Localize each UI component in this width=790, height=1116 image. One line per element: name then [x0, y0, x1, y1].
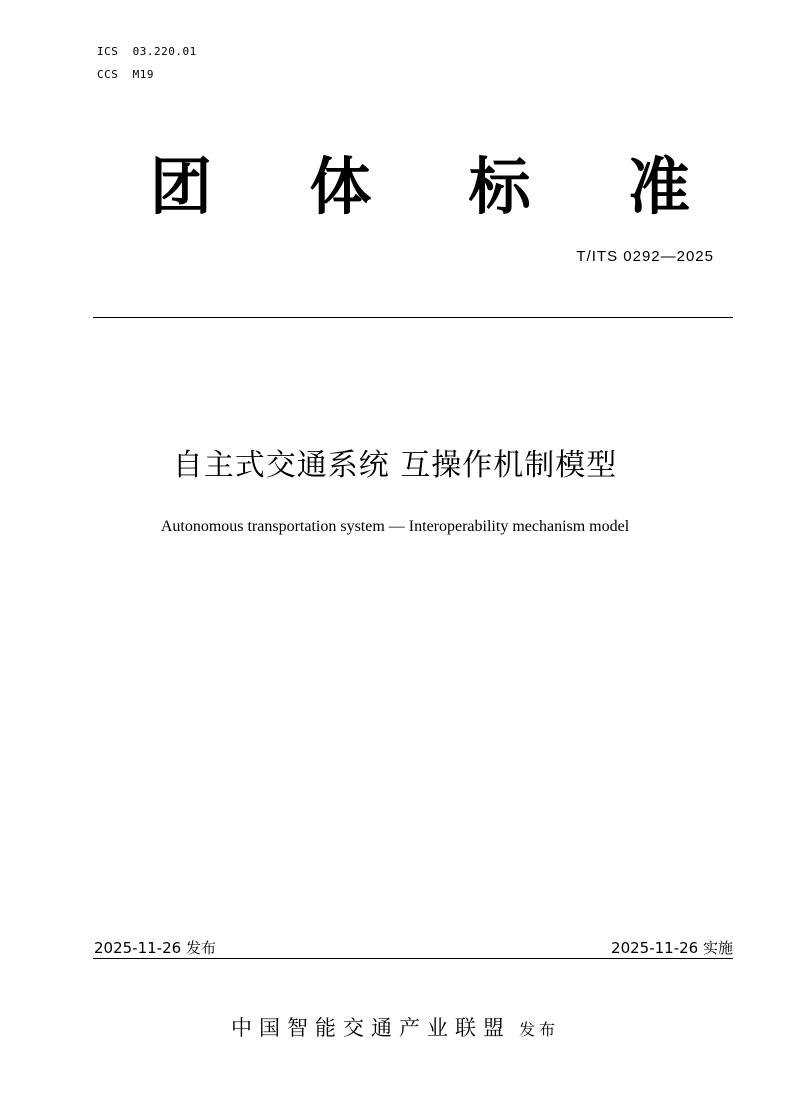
category-char: 标 [468, 150, 531, 223]
category-char: 团 [150, 150, 213, 223]
issue-date: 2025-11-26 发布 [94, 939, 216, 957]
document-title-chinese: 自主式交通系统 互操作机制模型 [172, 448, 618, 483]
header-divider [93, 317, 733, 318]
publisher-suffix: 发布 [518, 1020, 559, 1039]
document-category-title [150, 142, 690, 232]
ics-code: ICS 03.220.01 [97, 45, 197, 58]
ccs-code: CCS M19 [97, 68, 154, 81]
footer-divider [93, 958, 733, 959]
publisher-name: 中国智能交通产业联盟 [230, 1016, 511, 1040]
document-title-english: Autonomous transportation system — Interoperability mechanism model [160, 518, 630, 535]
publisher [0, 1012, 790, 1042]
category-char: 准 [627, 150, 690, 223]
category-char: 体 [309, 150, 372, 223]
implementation-date: 2025-11-26 实施 [611, 939, 733, 957]
standard-number: T/ITS 0292—2025 [576, 248, 714, 265]
